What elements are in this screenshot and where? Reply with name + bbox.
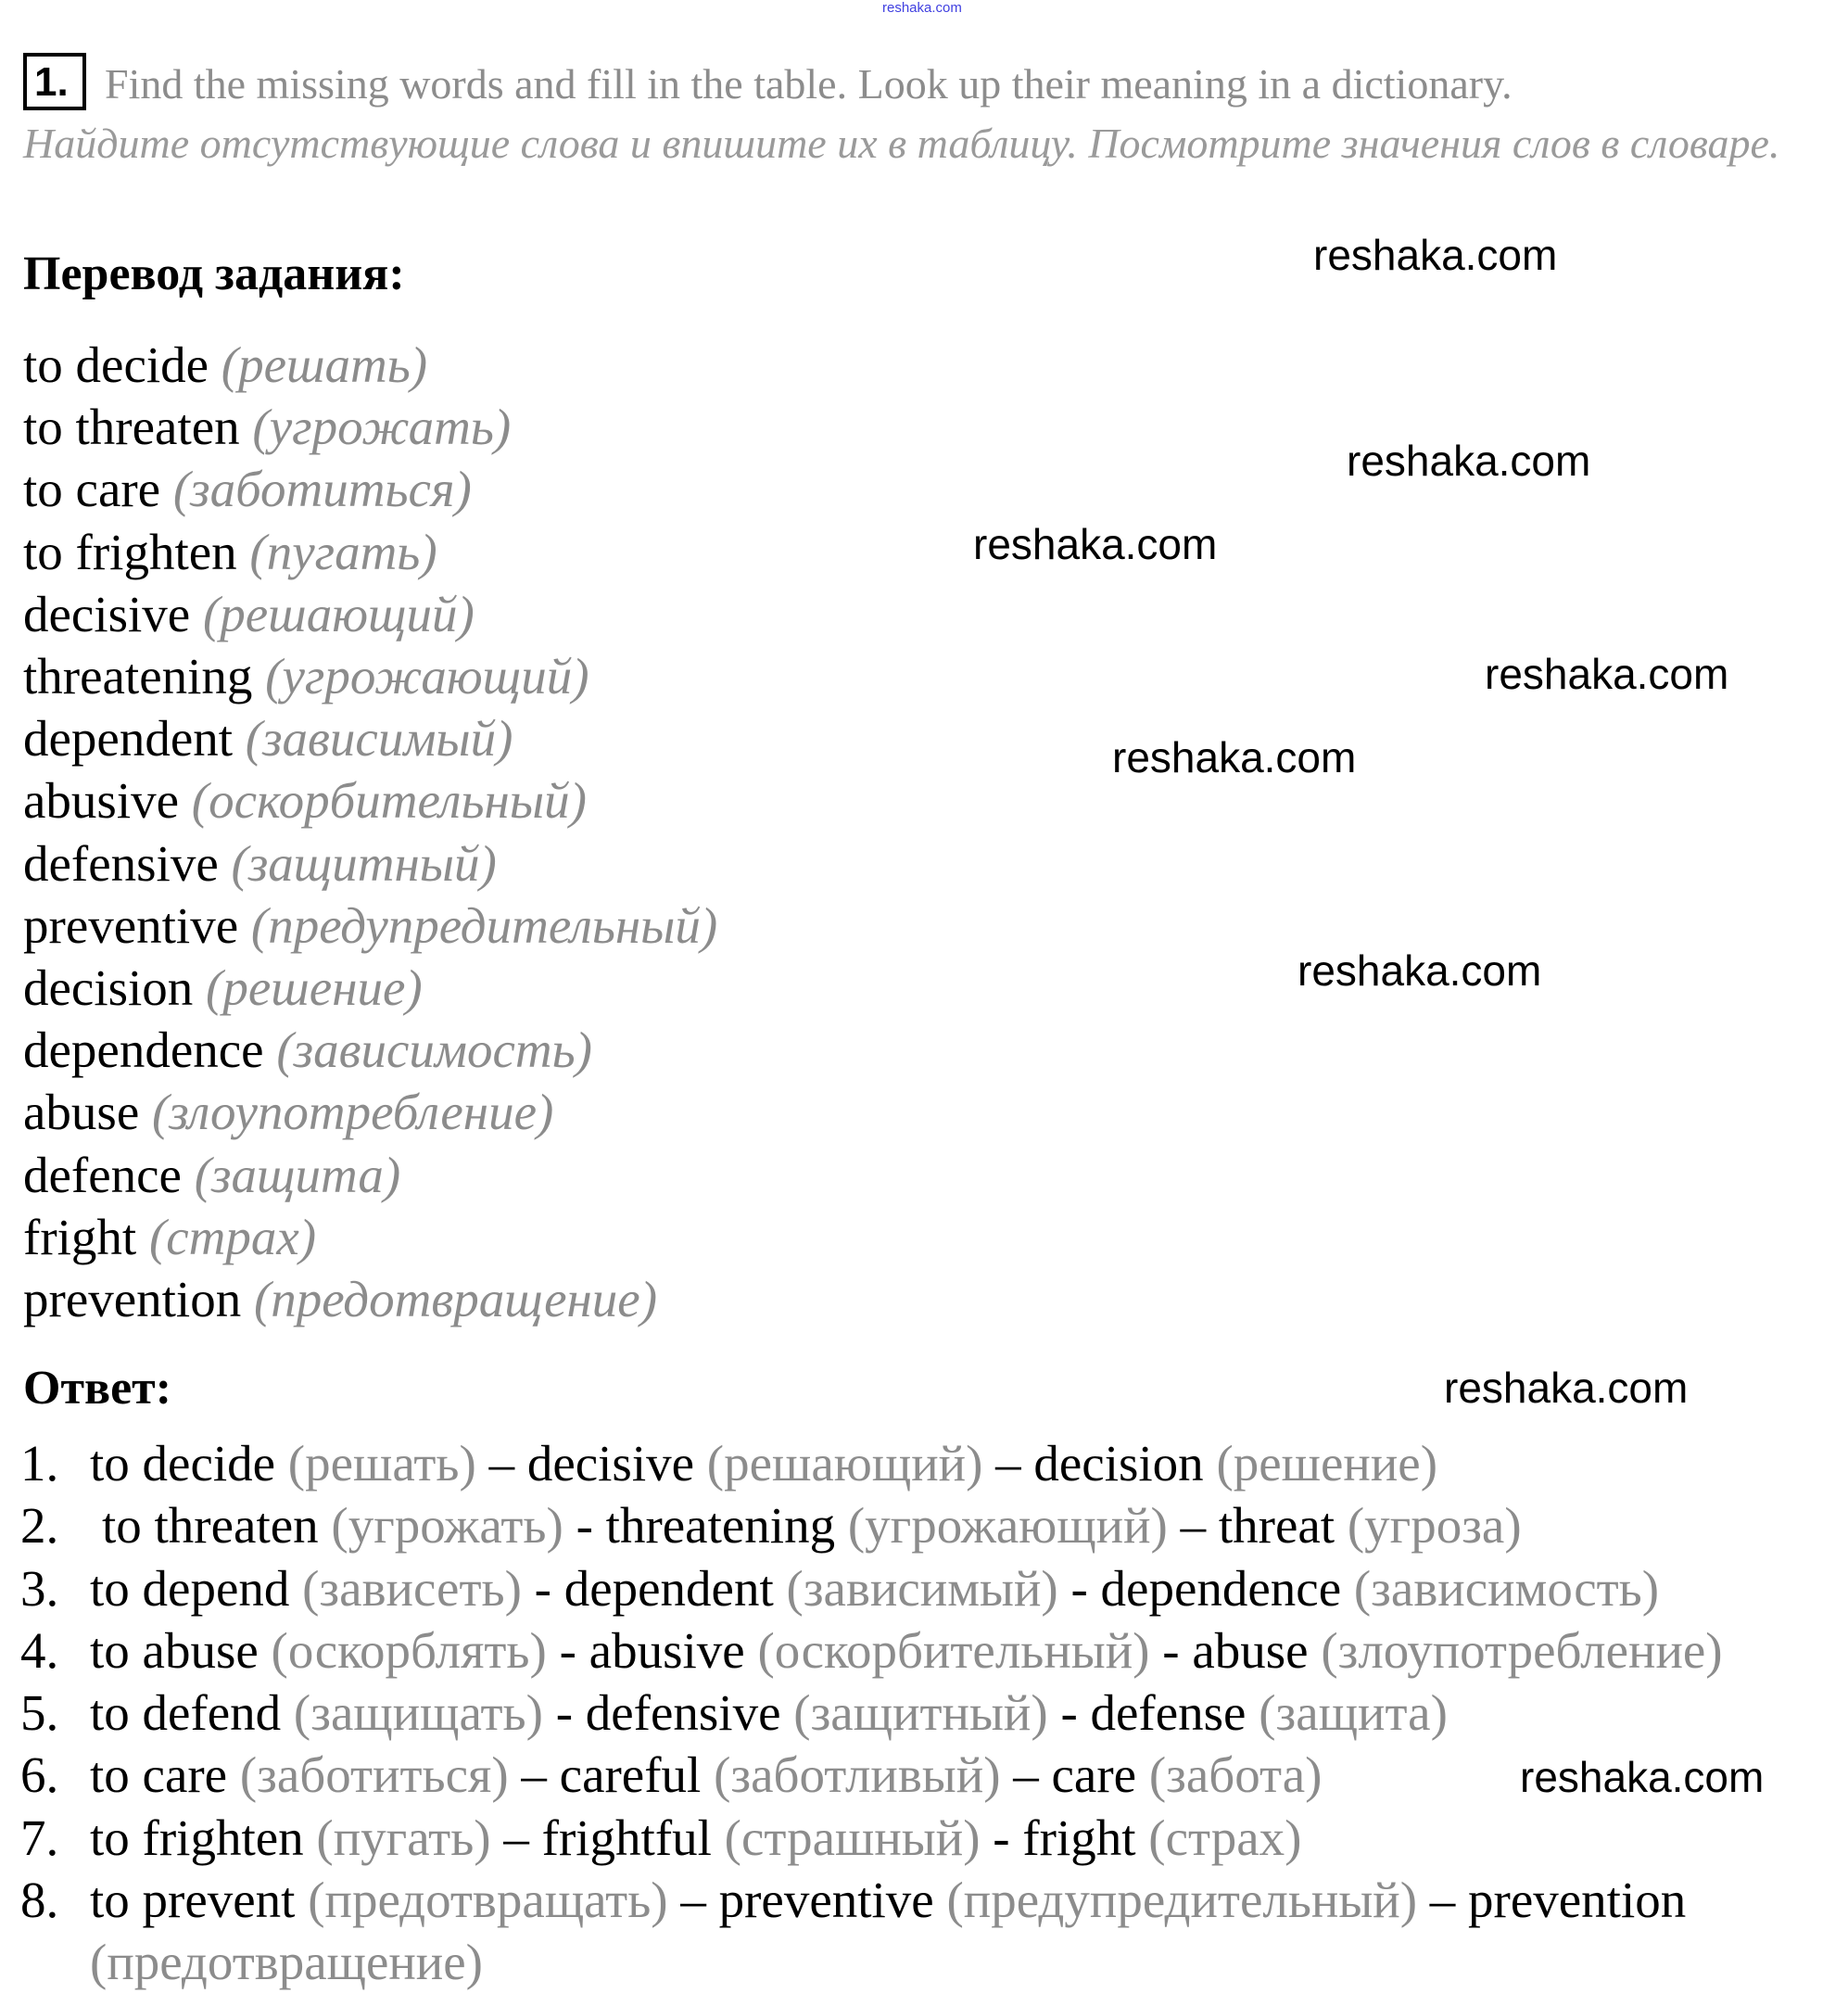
separator: -	[1047, 1684, 1091, 1742]
answer-word: defensive	[585, 1684, 781, 1742]
vocab-meaning: (заботиться)	[172, 461, 472, 518]
answer-meaning: (угроза)	[1347, 1497, 1522, 1555]
vocab-word: defence	[23, 1146, 182, 1203]
answer-meaning: (предотвращать)	[308, 1872, 668, 1929]
answer-word: to care	[90, 1746, 228, 1804]
answer-word: careful	[559, 1746, 702, 1804]
answer-number: 1.	[20, 1435, 59, 1492]
separator: -	[542, 1684, 586, 1742]
separator: –	[982, 1435, 1034, 1492]
watermark: reshaka.com	[1112, 733, 1357, 781]
separator: –	[1000, 1746, 1052, 1804]
vocab-item	[23, 769, 717, 832]
answer-meaning: (предотвращение)	[90, 1934, 483, 1991]
answer-meaning: (угрожать)	[331, 1497, 563, 1555]
answer-meaning: (зависеть)	[302, 1559, 522, 1617]
translation-heading: Перевод задания:	[23, 248, 405, 300]
answer-word: dependence	[1100, 1559, 1342, 1617]
vocab-meaning: (оскорбительный)	[191, 772, 587, 830]
answer-word: to defend	[90, 1684, 282, 1742]
answer-word: dependent	[563, 1559, 774, 1617]
vocab-word: decision	[23, 959, 194, 1017]
vocab-meaning: (предотвращение)	[253, 1271, 658, 1328]
answer-word: to prevent	[90, 1872, 296, 1929]
answer-word: threatening	[605, 1497, 836, 1555]
vocab-item	[23, 1019, 717, 1081]
vocab-meaning: (решать)	[221, 336, 428, 393]
answer-word: decisive	[526, 1435, 695, 1492]
vocab-word: dependent	[23, 710, 234, 768]
vocab-meaning: (зависимость)	[276, 1022, 592, 1079]
watermark: reshaka.com	[1444, 1364, 1689, 1412]
answer-word: frightful	[541, 1809, 712, 1866]
answer-meaning: (зависимость)	[1353, 1559, 1660, 1617]
answer-word: care	[1051, 1746, 1137, 1804]
answer-word: threat	[1218, 1497, 1335, 1555]
answer-meaning: (страшный)	[724, 1809, 981, 1866]
vocab-item	[23, 707, 717, 769]
vocab-meaning: (страх)	[148, 1208, 317, 1265]
answer-row	[20, 1494, 1723, 1556]
task-number: 1.	[23, 53, 86, 110]
site-link[interactable]: reshaka.com	[882, 0, 962, 16]
vocab-word: prevention	[23, 1271, 242, 1328]
answer-row	[20, 1682, 1723, 1744]
vocab-item	[23, 521, 717, 583]
vocab-meaning: (предупредительный)	[250, 896, 718, 954]
separator: -	[563, 1497, 606, 1555]
separator: -	[980, 1809, 1023, 1866]
vocab-item	[23, 1206, 717, 1268]
vocab-word: dependence	[23, 1022, 264, 1079]
vocab-word: to threaten	[23, 399, 240, 456]
answer-number: 7.	[20, 1809, 59, 1866]
vocab-meaning: (угрожающий)	[265, 648, 589, 705]
answer-meaning: (забота)	[1148, 1746, 1323, 1804]
vocab-word: abusive	[23, 772, 180, 830]
answer-number: 6.	[20, 1746, 59, 1804]
separator: -	[521, 1559, 564, 1617]
answer-number: 8.	[20, 1872, 59, 1929]
vocab-meaning: (зависимый)	[245, 710, 513, 768]
answer-row	[20, 1869, 1723, 1931]
answer-number: 3.	[20, 1559, 59, 1617]
separator: -	[1057, 1559, 1101, 1617]
answer-word: prevention	[1468, 1872, 1687, 1929]
vocabulary-list	[23, 334, 717, 1330]
vocab-word: to care	[23, 461, 161, 518]
separator: –	[1417, 1872, 1469, 1929]
answer-word: abuse	[1192, 1621, 1309, 1679]
separator: –	[508, 1746, 560, 1804]
answer-row	[20, 1432, 1723, 1494]
vocab-item	[23, 645, 717, 707]
answer-row	[20, 1807, 1723, 1869]
answer-word: defense	[1090, 1684, 1247, 1742]
separator: -	[1149, 1621, 1193, 1679]
vocab-meaning: (угрожать)	[252, 399, 512, 456]
answer-word: preventive	[718, 1872, 934, 1929]
answer-number: 5.	[20, 1684, 59, 1742]
answer-word: to frighten	[90, 1809, 304, 1866]
answer-meaning: (зависимый)	[786, 1559, 1058, 1617]
answer-meaning: (заботливый)	[714, 1746, 1001, 1804]
vocab-item	[23, 957, 717, 1019]
answer-meaning: (защитный)	[793, 1684, 1048, 1742]
vocab-word: to decide	[23, 336, 209, 393]
vocab-meaning: (злоупотребление)	[151, 1084, 554, 1141]
vocab-word: decisive	[23, 585, 191, 642]
vocab-word: fright	[23, 1208, 137, 1265]
answer-word: decision	[1033, 1435, 1204, 1492]
vocab-item	[23, 396, 717, 458]
answer-meaning: (страх)	[1148, 1809, 1302, 1866]
answer-meaning: (решение)	[1216, 1435, 1438, 1492]
separator: –	[667, 1872, 719, 1929]
answer-meaning: (решать)	[287, 1435, 476, 1492]
answer-meaning: (решающий)	[706, 1435, 983, 1492]
answer-meaning: (оскорблять)	[271, 1621, 547, 1679]
vocab-item	[23, 458, 717, 520]
vocab-item	[23, 1081, 717, 1143]
answer-meaning: (угрожающий)	[847, 1497, 1168, 1555]
vocab-item	[23, 895, 717, 957]
task-instruction-en: Find the missing words and fill in the table. Look up their meaning in a dictionary.	[105, 60, 1513, 108]
answer-meaning: (защита)	[1259, 1684, 1448, 1742]
answer-heading: Ответ:	[23, 1362, 172, 1415]
vocab-word: preventive	[23, 896, 239, 954]
separator: -	[546, 1621, 589, 1679]
vocab-item	[23, 1268, 717, 1330]
answer-meaning: (заботиться)	[239, 1746, 509, 1804]
vocab-item	[23, 1144, 717, 1206]
watermark: reshaka.com	[1485, 650, 1729, 698]
vocab-word: defensive	[23, 834, 219, 892]
vocab-meaning: (решение)	[206, 959, 423, 1017]
answer-word: to depend	[90, 1559, 290, 1617]
answer-number: 4.	[20, 1621, 59, 1679]
answer-meaning: (злоупотребление)	[1321, 1621, 1723, 1679]
answer-row	[20, 1619, 1723, 1682]
separator: –	[490, 1809, 542, 1866]
watermark: reshaka.com	[973, 520, 1218, 568]
vocab-meaning: (защитный)	[231, 834, 497, 892]
vocab-meaning: (решающий)	[202, 585, 475, 642]
task-instruction-ru: Найдите отсутствующие слова и впишите их в таблицу. Посмотрите значения слов в словаре.	[23, 120, 1780, 167]
watermark: reshaka.com	[1313, 231, 1558, 279]
separator: –	[1167, 1497, 1219, 1555]
answer-meaning: (предупредительный)	[946, 1872, 1418, 1929]
answer-meaning: (пугать)	[316, 1809, 491, 1866]
answer-number: 2.	[20, 1497, 59, 1555]
answer-word: fright	[1022, 1809, 1136, 1866]
vocab-meaning: (пугать)	[249, 523, 437, 580]
answer-meaning: (оскорбительный)	[757, 1621, 1150, 1679]
vocab-meaning: (защита)	[194, 1146, 401, 1203]
answer-row	[20, 1744, 1723, 1806]
answer-word: to decide	[90, 1435, 276, 1492]
vocab-item	[23, 832, 717, 895]
separator: –	[475, 1435, 527, 1492]
vocab-item	[23, 334, 717, 396]
answer-list	[20, 1432, 1723, 1994]
vocab-word: abuse	[23, 1084, 140, 1141]
answer-word: abusive	[589, 1621, 745, 1679]
answer-word: to abuse	[90, 1621, 259, 1679]
answer-meaning: (защищать)	[293, 1684, 543, 1742]
answer-row	[20, 1931, 1723, 1993]
watermark: reshaka.com	[1297, 946, 1542, 995]
answer-word: to threaten	[102, 1497, 319, 1555]
vocab-word: threatening	[23, 648, 253, 705]
answer-row	[20, 1557, 1723, 1619]
vocab-word: to frighten	[23, 523, 237, 580]
watermark: reshaka.com	[1347, 437, 1591, 485]
vocab-item	[23, 583, 717, 645]
watermark: reshaka.com	[1520, 1753, 1765, 1801]
